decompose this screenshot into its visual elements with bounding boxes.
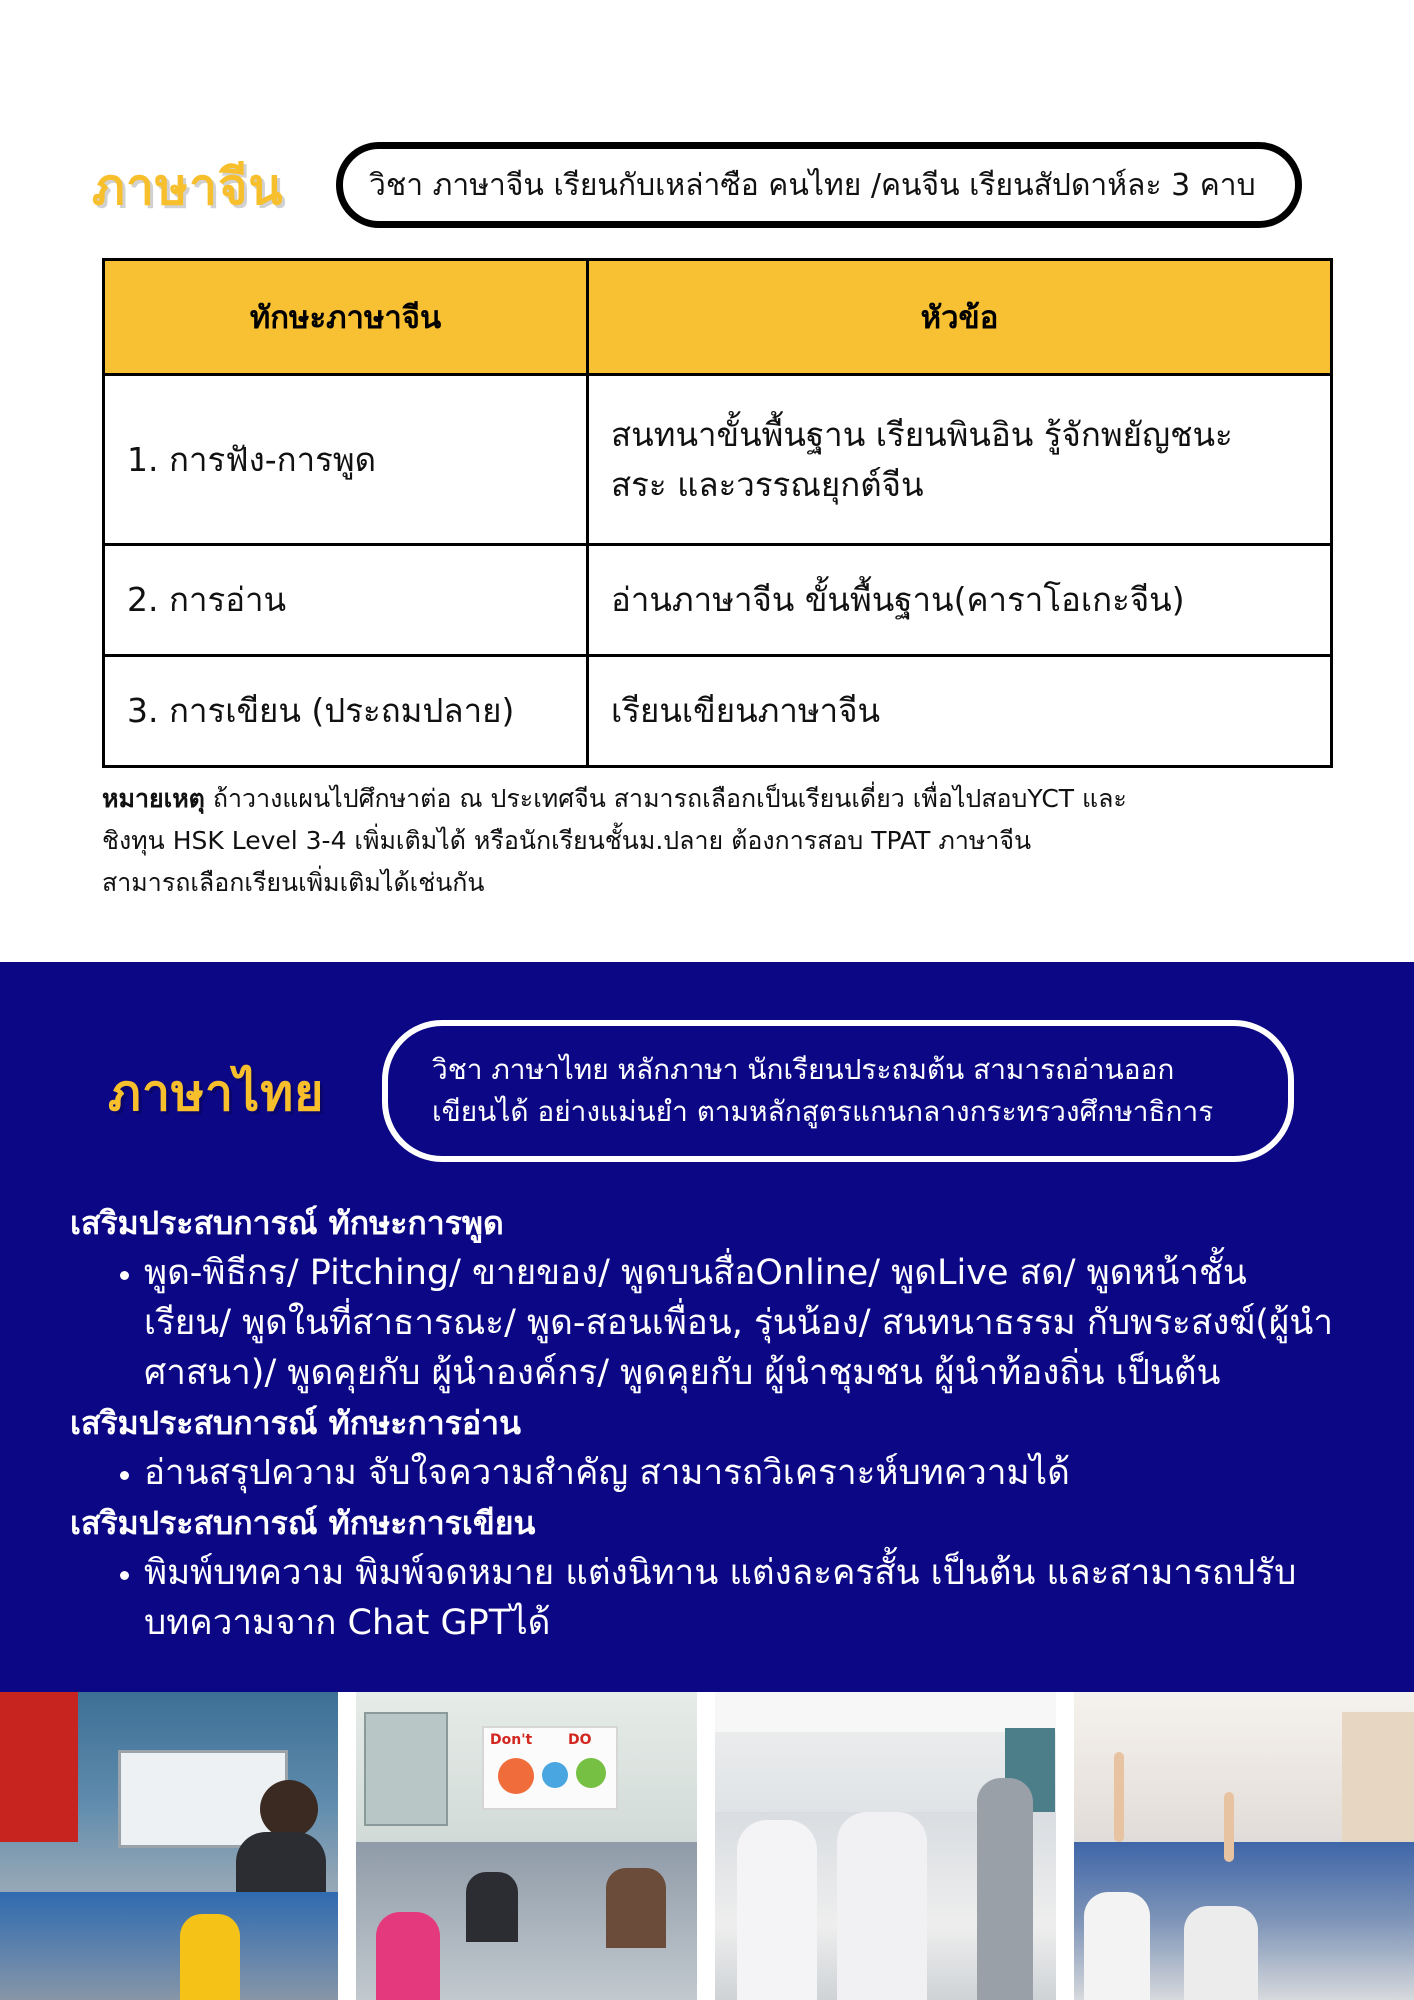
classroom-photo-4 xyxy=(1074,1692,1414,2000)
note-label: หมายเหตุ xyxy=(102,784,205,813)
table-cell-skill: 3. การเขียน (ประถมปลาย) xyxy=(104,656,588,767)
poster-word: DO xyxy=(568,1732,592,1748)
chinese-description-pill xyxy=(336,142,1302,228)
section-title: เสริมประสบการณ์ ทักษะการเขียน xyxy=(70,1504,536,1542)
student-uniform xyxy=(837,1812,927,2000)
bullet-list xyxy=(70,1448,1380,1498)
red-curtain xyxy=(0,1692,78,1842)
classroom-photo-2 xyxy=(356,1692,697,2000)
student-dark-shirt xyxy=(466,1872,518,1942)
desks-and-students xyxy=(0,1892,338,2000)
section-title: เสริมประสบการณ์ ทักษะการพูด xyxy=(70,1204,504,1242)
chinese-note xyxy=(102,778,1332,904)
table-cell-topic: อ่านภาษาจีน ขั้นพื้นฐาน(คาราโอเกะจีน) xyxy=(588,545,1332,656)
student-white-shirt xyxy=(1084,1892,1150,2000)
ceiling xyxy=(715,1692,1056,1732)
list-item xyxy=(144,1248,1380,1398)
table-cell-skill: 1. การฟัง-การพูด xyxy=(104,375,588,545)
classroom-photo-1 xyxy=(0,1692,338,2000)
list-item-line: • พูด-พิธีกร/ Pitching/ ขายของ/ พูดบนสื่อOnline/ พูดLive สด/ พูดหน้าชั้น xyxy=(144,1253,1247,1293)
topic-line: สระ และวรรณยุกต์จีน xyxy=(611,464,924,504)
poster-word: Don't xyxy=(490,1732,533,1748)
list-item-line: • อ่านสรุปความ จับใจความสำคัญ สามารถวิเคราะห์บทความได้ xyxy=(144,1453,1070,1493)
table-cell-topic: เรียนเขียนภาษาจีน xyxy=(588,656,1332,767)
thai-description-pill xyxy=(382,1020,1294,1162)
bullet-list xyxy=(70,1248,1380,1398)
thai-description-line: วิชา ภาษาไทย หลักภาษา นักเรียนประถมต้น สามารถอ่านออก xyxy=(432,1053,1175,1086)
raised-hand xyxy=(1224,1792,1234,1862)
thai-description-line: เขียนได้ อย่างแม่นยำ ตามหลักสูตรแกนกลางกระทรวงศึกษาธิการ xyxy=(432,1095,1214,1128)
thai-heading: ภาษาไทย xyxy=(108,1064,325,1122)
note-text: สามารถเลือกเรียนเพิ่มเติมได้เช่นกัน xyxy=(102,868,485,897)
window xyxy=(364,1712,448,1826)
list-item-line: บทความจาก Chat GPTได้ xyxy=(144,1603,551,1643)
table-cell-skill: 2. การอ่าน xyxy=(104,545,588,656)
student-pink-shirt xyxy=(376,1912,440,2000)
chinese-skills-table xyxy=(102,258,1333,768)
list-item xyxy=(144,1548,1380,1648)
student-white-shirt xyxy=(737,1820,817,2000)
chinese-heading: ภาษาจีน xyxy=(92,158,284,216)
teacher-head xyxy=(260,1780,318,1838)
list-item xyxy=(144,1448,1380,1498)
teacher-standing xyxy=(977,1778,1033,2000)
topic-line: สนทนาขั้นพื้นฐาน เรียนพินอิน รู้จักพยัญชนะ xyxy=(611,415,1233,454)
table-header-row xyxy=(104,260,1332,375)
thai-skills-list xyxy=(70,1198,1380,1648)
section-title: เสริมประสบการณ์ ทักษะการอ่าน xyxy=(70,1404,521,1442)
student-yellow-shirt xyxy=(180,1914,240,2000)
table-row xyxy=(104,545,1332,656)
list-item-line: ศาสนา)/ พูดคุยกับ ผู้นำองค์กร/ พูดคุยกับ ผู้นำชุมชน ผู้นำท้องถิ่น เป็นต้น xyxy=(144,1353,1221,1393)
student-brown-shirt xyxy=(606,1868,666,1948)
classroom-photo-3 xyxy=(715,1692,1056,2000)
table-row xyxy=(104,375,1332,545)
table-header-skill: ทักษะภาษาจีน xyxy=(104,260,588,375)
wall-panel xyxy=(1342,1712,1414,1862)
chinese-description: วิชา ภาษาจีน เรียนกับเหล่าซือ คนไทย /คนจีน เรียนสัปดาห์ละ 3 คาบ xyxy=(369,167,1256,203)
raised-hand xyxy=(1114,1752,1124,1842)
note-text: ถ้าวางแผนไปศึกษาต่อ ณ ประเทศจีน สามารถเลือกเป็นเรียนเดี่ยว เพื่อไปสอบYCT และ xyxy=(204,784,1127,813)
table-row xyxy=(104,656,1332,767)
list-item-line: เรียน/ พูดในที่สาธารณะ/ พูด-สอนเพื่อน, รุ่นน้อง/ สนทนาธรรม กับพระสงฆ์(ผู้นำ xyxy=(144,1303,1334,1343)
table-header-topic: หัวข้อ xyxy=(588,260,1332,375)
note-text: ชิงทุน HSK Level 3-4 เพิ่มเติมได้ หรือนักเรียนชั้นม.ปลาย ต้องการสอบ TPAT ภาษาจีน xyxy=(102,826,1032,855)
student-white-shirt xyxy=(1184,1906,1258,2000)
table-cell-topic xyxy=(588,375,1332,545)
bullet-list xyxy=(70,1548,1380,1648)
classroom-poster xyxy=(482,1726,618,1810)
list-item-line: • พิมพ์บทความ พิมพ์จดหมาย แต่งนิทาน แต่งละครสั้น เป็นต้น และสามารถปรับ xyxy=(144,1553,1297,1593)
